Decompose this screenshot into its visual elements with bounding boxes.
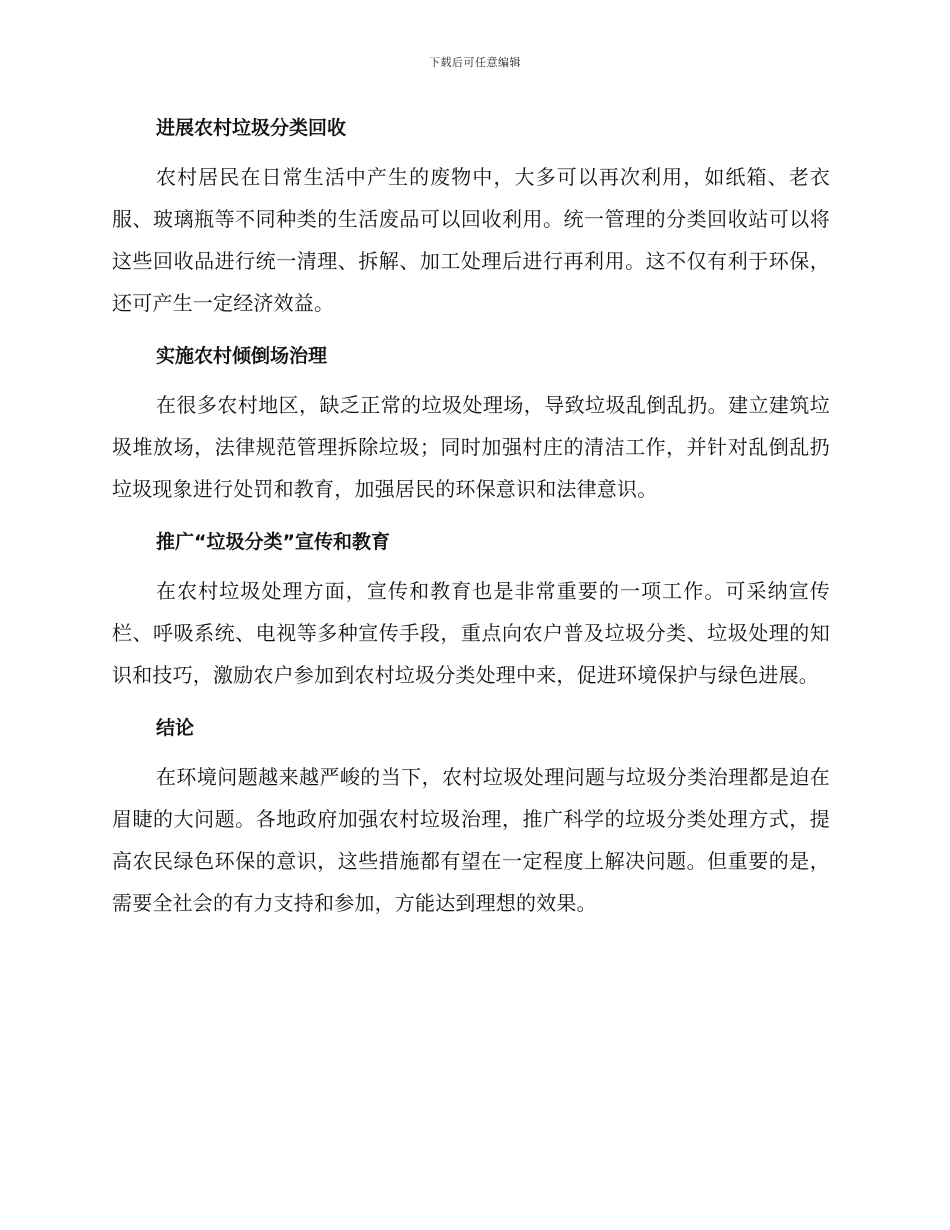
header-note: 下载后可任意编辑 bbox=[429, 56, 521, 69]
document-body bbox=[112, 108, 830, 936]
section-dumpsite-governance bbox=[112, 336, 830, 510]
section-paragraph: 在环境问题越来越严峻的当下，农村垃圾处理问题与垃圾分类治理都是迫在眉睫的大问题。各地政府加强农村垃圾治理，推广科学的垃圾分类处理方式，提高农民绿色环保的意识，这些措施都有望在一定程度上解决问题。但重要的是，需要全社会的有力支持和参加，方能达到理想的效果。 bbox=[112, 765, 830, 915]
section-conclusion bbox=[112, 708, 830, 924]
section-paragraph: 农村居民在日常生活中产生的废物中，大多可以再次利用，如纸箱、老衣服、玻璃瓶等不同种类的生活废品可以回收利用。统一管理的分类回收站可以将这些回收品进行统一清理、拆解、加工处理后进行再利用。这不仅有利于环保，还可产生一定经济效益。 bbox=[112, 165, 830, 315]
section-heading: 推广“垃圾分类”宣传和教育 bbox=[156, 531, 390, 553]
section-paragraph: 在很多农村地区，缺乏正常的垃圾处理场，导致垃圾乱倒乱扔。建立建筑垃圾堆放场，法律规范管理拆除垃圾；同时加强村庄的清洁工作，并针对乱倒乱扔垃圾现象进行处罚和教育，加强居民的环保意识和法律意识。 bbox=[112, 393, 830, 501]
section-heading: 进展农村垃圾分类回收 bbox=[156, 117, 347, 139]
section-publicity-education bbox=[112, 522, 830, 696]
section-recycling bbox=[112, 108, 830, 324]
section-paragraph: 在农村垃圾处理方面，宣传和教育也是非常重要的一项工作。可采纳宣传栏、呼吸系统、电视等多种宣传手段，重点向农户普及垃圾分类、垃圾处理的知识和技巧，激励农户参加到农村垃圾分类处理中来，促进环境保护与绿色进展。 bbox=[112, 579, 830, 687]
section-heading: 结论 bbox=[156, 717, 195, 739]
section-heading: 实施农村倾倒场治理 bbox=[156, 345, 328, 367]
